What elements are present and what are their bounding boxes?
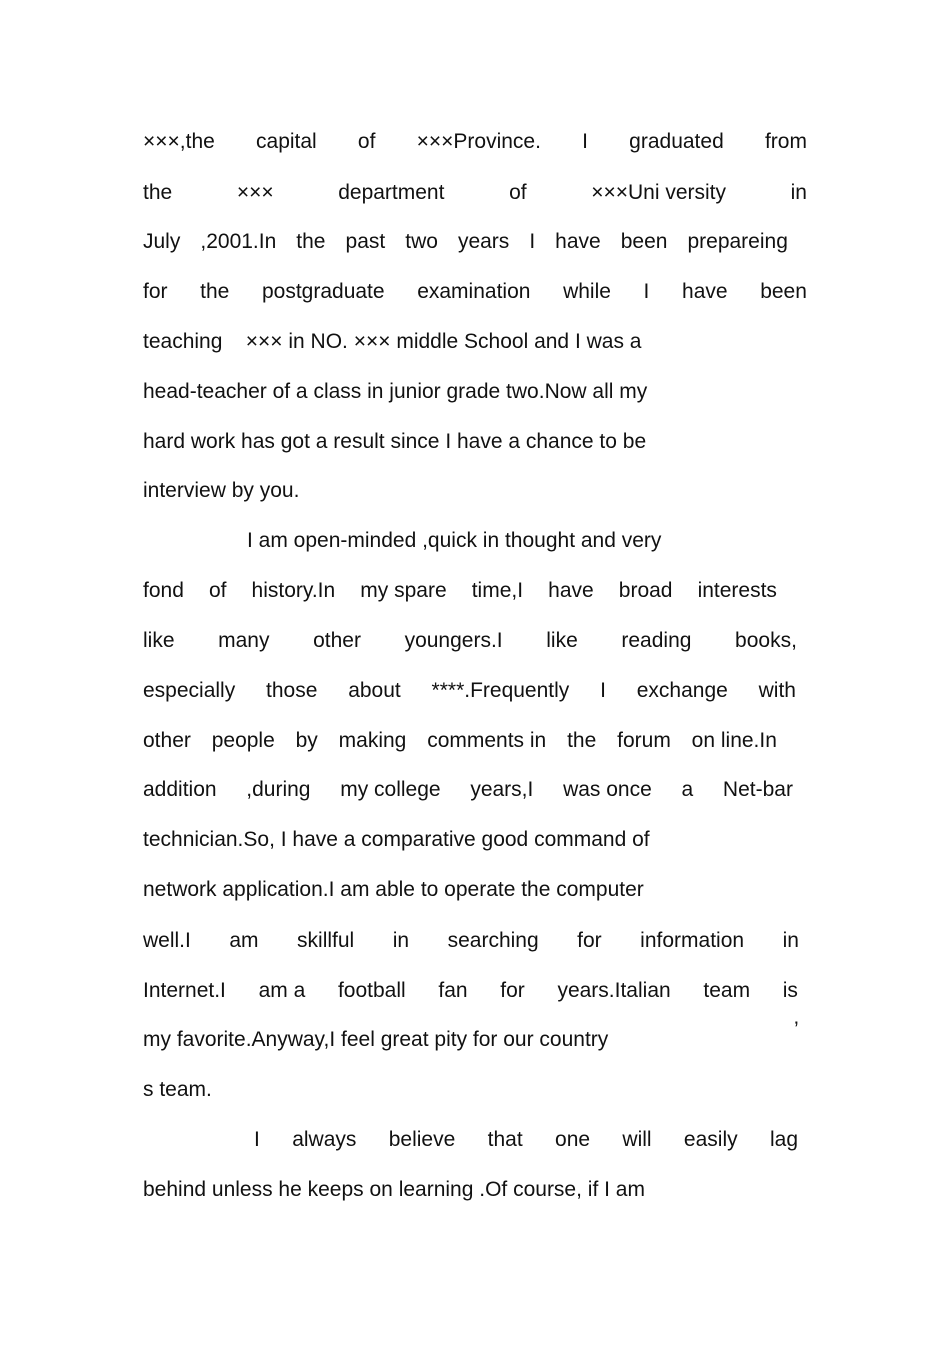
line-text: s team. <box>143 1078 212 1101</box>
word: years.Italian <box>557 979 671 1002</box>
word: time,I <box>471 579 524 602</box>
word: believe <box>388 1128 456 1151</box>
word: for <box>143 280 168 303</box>
word: addition <box>143 778 217 801</box>
word: exchange <box>636 679 728 702</box>
line-text: network application.I am able to operate the computer <box>143 878 644 901</box>
word: information <box>640 929 745 952</box>
text-line <box>143 827 807 853</box>
text-line <box>143 928 799 954</box>
word: in <box>782 929 799 952</box>
text-line <box>143 578 777 604</box>
word: the <box>567 729 597 752</box>
word: years <box>457 230 510 253</box>
word: reading <box>621 629 692 652</box>
word: capital <box>256 130 317 153</box>
word: comments in <box>427 729 547 752</box>
word: interests <box>697 579 777 602</box>
text-line <box>143 1077 807 1103</box>
word: past <box>345 230 386 253</box>
line-text: behind unless he keeps on learning .Of course, if I am <box>143 1178 645 1201</box>
text-line <box>143 1027 807 1053</box>
word: my spare <box>360 579 447 602</box>
text-line <box>143 429 807 455</box>
word: in <box>392 929 410 952</box>
text-line <box>143 129 807 155</box>
text-line <box>143 1177 807 1203</box>
word: been <box>620 230 668 253</box>
word: am a <box>258 979 306 1002</box>
word: two <box>405 230 438 253</box>
word: I <box>529 230 536 253</box>
word: many <box>218 629 270 652</box>
word: lag <box>769 1128 798 1151</box>
apostrophe: ’ <box>794 1018 799 1041</box>
word: broad <box>618 579 673 602</box>
word: with <box>758 679 796 702</box>
word: years,I <box>470 778 534 801</box>
word: ×××,the <box>143 130 215 153</box>
text-line <box>247 528 747 554</box>
word: other <box>143 729 191 752</box>
word: department <box>338 181 445 204</box>
line-text: my favorite.Anyway,I feel great pity for our country <box>143 1028 609 1051</box>
word: been <box>760 280 807 303</box>
word: ×××Province. <box>416 130 541 153</box>
text-line <box>143 229 788 255</box>
word: Net-bar <box>722 778 793 801</box>
word: have <box>548 579 594 602</box>
text-line <box>143 777 793 803</box>
line-text: I am open-minded ,quick in thought and very <box>247 529 662 552</box>
word: other <box>313 629 361 652</box>
text-line <box>143 329 807 355</box>
word: fond <box>143 579 184 602</box>
word: ×××Uni versity <box>591 181 726 204</box>
word: that <box>487 1128 523 1151</box>
word: postgraduate <box>261 280 385 303</box>
word: have <box>555 230 601 253</box>
line-text: interview by you. <box>143 479 300 502</box>
word: history.In <box>251 579 336 602</box>
word: books, <box>735 629 797 652</box>
word: am <box>229 929 259 952</box>
text-line <box>143 628 797 654</box>
word: making <box>338 729 407 752</box>
word: ****.Frequently <box>431 679 570 702</box>
word: well.I <box>143 929 191 952</box>
word: my college <box>340 778 441 801</box>
word: one <box>555 1128 591 1151</box>
word: ,during <box>246 778 311 801</box>
text-line <box>143 379 807 405</box>
text-line <box>143 678 796 704</box>
word: a <box>681 778 694 801</box>
word: football <box>337 979 406 1002</box>
text-line <box>143 877 807 903</box>
word: in <box>790 181 807 204</box>
word: I <box>582 130 588 153</box>
word: about <box>348 679 401 702</box>
word: searching <box>447 929 539 952</box>
word: for <box>500 979 525 1002</box>
word: youngers.I <box>404 629 503 652</box>
word: by <box>295 729 318 752</box>
word: of <box>357 130 376 153</box>
text-line <box>143 279 807 305</box>
word: while <box>563 280 611 303</box>
word: for <box>577 929 602 952</box>
word: ,2001.In <box>200 230 277 253</box>
word: on line.In <box>691 729 777 752</box>
word: will <box>622 1128 652 1151</box>
word: I <box>600 679 606 702</box>
word: especially <box>143 679 236 702</box>
word: graduated <box>629 130 724 153</box>
word: fan <box>438 979 468 1002</box>
word: the <box>200 280 230 303</box>
line-text: teaching ××× in NO. ××× middle School and I was a <box>143 330 642 353</box>
word: skillful <box>297 929 355 952</box>
word: from <box>764 130 807 153</box>
word: always <box>292 1128 357 1151</box>
word: like <box>546 629 578 652</box>
word: of <box>208 579 227 602</box>
word: the <box>296 230 326 253</box>
word: have <box>682 280 728 303</box>
word: examination <box>417 280 531 303</box>
line-text: technician.So, I have a comparative good command of <box>143 828 650 851</box>
word: of <box>509 181 527 204</box>
word: July <box>143 230 181 253</box>
text-line <box>143 180 807 206</box>
word: forum <box>617 729 671 752</box>
word: prepareing <box>687 230 788 253</box>
text-line <box>254 1127 798 1153</box>
text-line <box>143 728 777 754</box>
text-line <box>143 978 798 1004</box>
line-text: hard work has got a result since I have a chance to be <box>143 430 647 453</box>
word: like <box>143 629 175 652</box>
word: ××× <box>236 181 274 204</box>
line-text: head-teacher of a class in junior grade two.Now all my <box>143 380 648 403</box>
word: team <box>703 979 751 1002</box>
word: was once <box>563 778 652 801</box>
word: Internet.I <box>143 979 226 1002</box>
word: the <box>143 181 173 204</box>
word: those <box>266 679 318 702</box>
word: I <box>254 1128 260 1151</box>
word: I <box>643 280 650 303</box>
text-line <box>143 478 807 504</box>
word: people <box>211 729 275 752</box>
word: is <box>782 979 798 1002</box>
word: easily <box>683 1128 738 1151</box>
